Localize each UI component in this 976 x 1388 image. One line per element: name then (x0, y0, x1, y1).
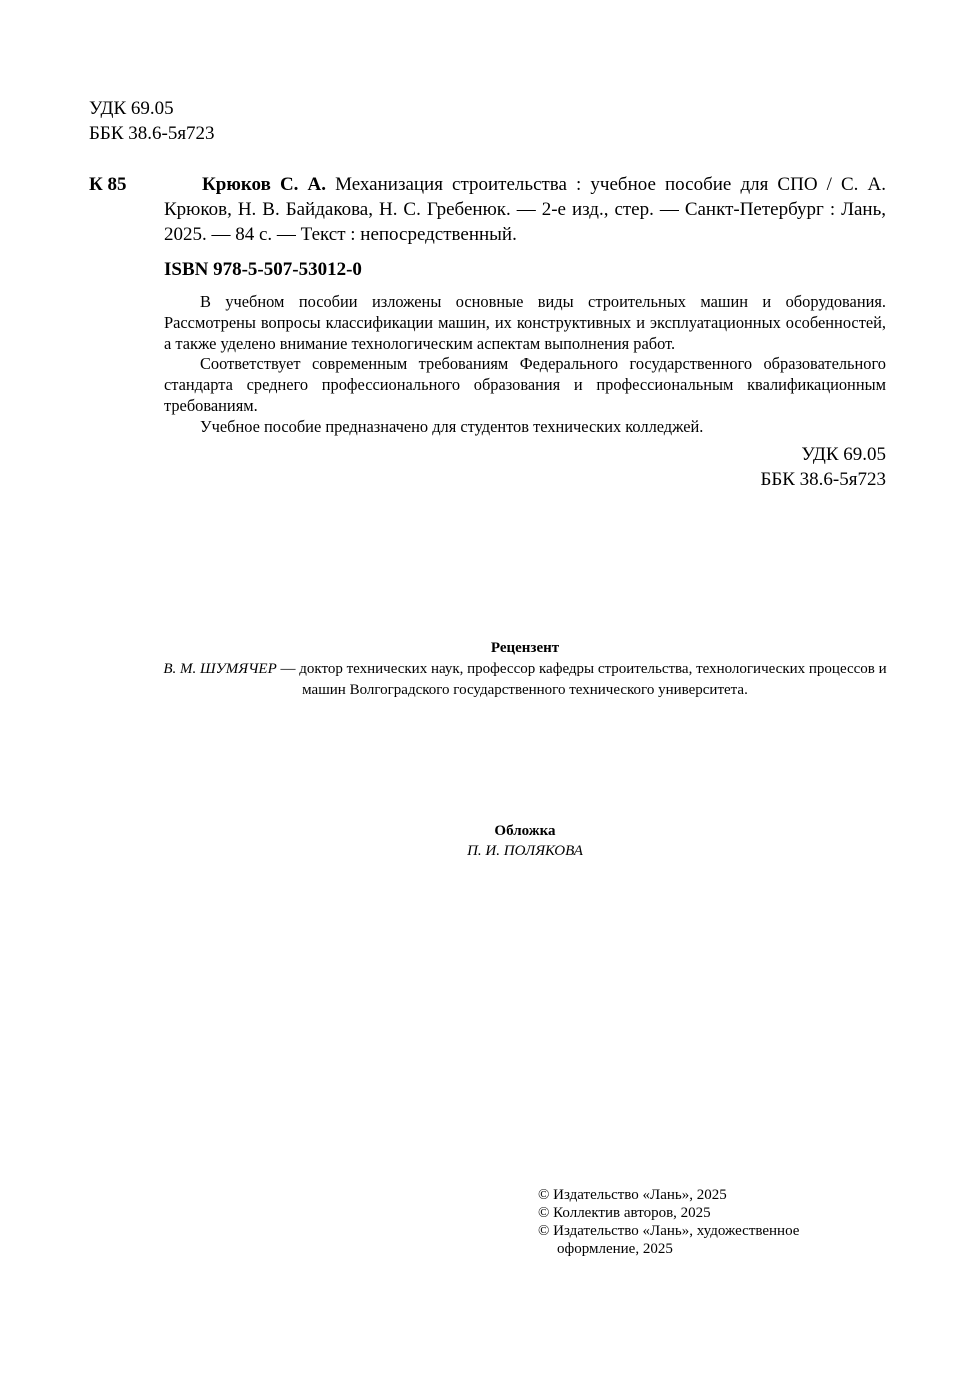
copyright-block (538, 1186, 868, 1258)
author-mark: К 85 (89, 174, 127, 195)
bibliographic-description: Механизация строительства : учебное пособие для СПО / С. А. Крюков, Н. В. Байдакова, Н. С. Гребенюк. — 2-е изд., стер. — Санкт-Петербург : Лань, 2025. — 84 с. — Текст : непосредственный. (164, 174, 887, 245)
author-name: Крюков С. А. (202, 174, 326, 195)
annotation-paragraph: В учебном пособии изложены основные виды строительных машин и оборудования. Рассмотрены вопросы классификации машин, их конструктивных и эксплуатационных особенностей, а также уделено внимание технологическим аспектам выполнения работ. (164, 292, 886, 353)
annotation-paragraph: Соответствует современным требованиям Федерального государственного образовательного стандарта среднего профессионального образования и профессиональным квалификационным требованиям. (164, 354, 886, 415)
reviewer-description: — доктор технических наук, профессор кафедры строительства, технологических процессов и машин Волгоградского государственного технического университета. (276, 661, 887, 698)
bibliographic-record (164, 172, 886, 247)
cover-heading: Обложка (494, 823, 556, 839)
reviewer-text (150, 659, 900, 701)
classification-block-top (89, 96, 215, 146)
copyright-line: © Издательство «Лань», художественное (538, 1223, 800, 1239)
classification-block-bottom (640, 442, 886, 492)
udk-code: УДК 69.05 (89, 98, 174, 119)
bbk-code: ББК 38.6-5я723 (89, 123, 215, 144)
isbn: ISBN 978-5-507-53012-0 (164, 259, 362, 280)
reviewer-block (150, 638, 900, 701)
cover-designer: П. И. ПОЛЯКОВА (467, 843, 583, 859)
annotation-paragraph: Учебное пособие предназначено для студентов технических колледжей. (200, 416, 704, 436)
cover-block (350, 821, 700, 861)
bbk-code: ББК 38.6-5я723 (760, 469, 886, 490)
copyright-line: оформление, 2025 (557, 1241, 673, 1257)
annotation (164, 292, 886, 438)
udk-code: УДК 69.05 (801, 444, 886, 465)
reviewer-heading: Рецензент (490, 640, 560, 656)
copyright-line: © Коллектив авторов, 2025 (538, 1205, 711, 1221)
reviewer-name: В. М. ШУМЯЧЕР (163, 661, 277, 677)
copyright-line: © Издательство «Лань», 2025 (538, 1187, 727, 1203)
